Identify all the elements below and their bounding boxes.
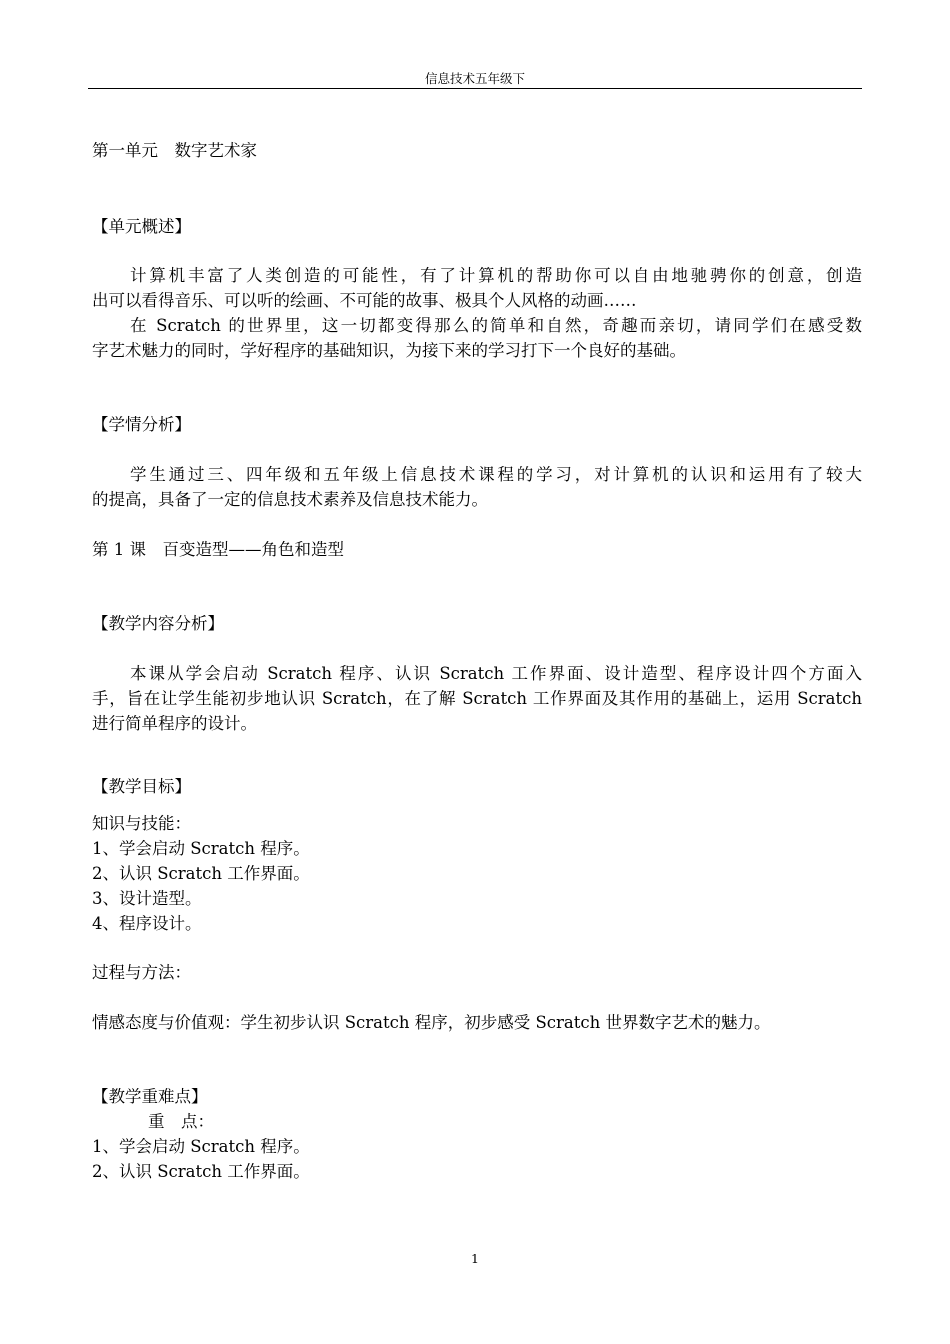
page-number: 1	[471, 1251, 479, 1266]
overview-p1-line2: 出可以看得音乐、可以听的绘画、不可能的故事、极具个人风格的动画……	[92, 291, 637, 310]
lesson-title: 第 1 课 百变造型——角色和造型	[92, 540, 344, 559]
key-point-item: 1、学会启动 Scratch 程序。	[92, 1137, 310, 1156]
header-rule	[88, 88, 862, 89]
students-p1-line1: 学生通过三、四年级和五年级上信息技术课程的学习，对计算机的认识和运用有了较大	[130, 465, 862, 484]
knowledge-label: 知识与技能：	[92, 814, 191, 833]
content-heading: 【教学内容分析】	[92, 614, 224, 633]
students-p1-line2: 的提高，具备了一定的信息技术素养及信息技术能力。	[92, 490, 488, 509]
knowledge-item: 4、程序设计。	[92, 914, 202, 933]
knowledge-item: 2、认识 Scratch 工作界面。	[92, 864, 310, 883]
content-p1-line3: 进行简单程序的设计。	[92, 714, 257, 733]
overview-p2-line1: 在 Scratch 的世界里，这一切都变得那么的简单和自然，奇趣而亲切，请同学们在感受数	[130, 316, 862, 335]
overview-heading: 【单元概述】	[92, 217, 191, 236]
page-header: 信息技术五年级下	[424, 71, 525, 86]
content-p1-line1: 本课从学会启动 Scratch 程序、认识 Scratch 工作界面、设计造型、程序设计四个方面入	[130, 664, 862, 683]
key-points-heading: 【教学重难点】	[92, 1087, 208, 1106]
unit-title: 第一单元 数字艺术家	[92, 141, 257, 160]
overview-p2-line2: 字艺术魅力的同时，学好程序的基础知识，为接下来的学习打下一个良好的基础。	[92, 341, 686, 360]
key-points-label: 重 点：	[148, 1112, 214, 1131]
emotion-line: 情感态度与价值观：学生初步认识 Scratch 程序，初步感受 Scratch 世界数字艺术的魅力。	[92, 1013, 771, 1032]
content-p1-line2: 手，旨在让学生能初步地认识 Scratch，在了解 Scratch 工作界面及其作用的基础上，运用 Scratch	[92, 689, 862, 708]
process-label: 过程与方法：	[92, 963, 191, 982]
overview-p1-line1: 计算机丰富了人类创造的可能性，有了计算机的帮助你可以自由地驰骋你的创意，创造	[130, 266, 862, 285]
knowledge-item: 3、设计造型。	[92, 889, 202, 908]
knowledge-item: 1、学会启动 Scratch 程序。	[92, 839, 310, 858]
key-point-item: 2、认识 Scratch 工作界面。	[92, 1162, 310, 1181]
goals-heading: 【教学目标】	[92, 777, 191, 796]
students-heading: 【学情分析】	[92, 415, 191, 434]
